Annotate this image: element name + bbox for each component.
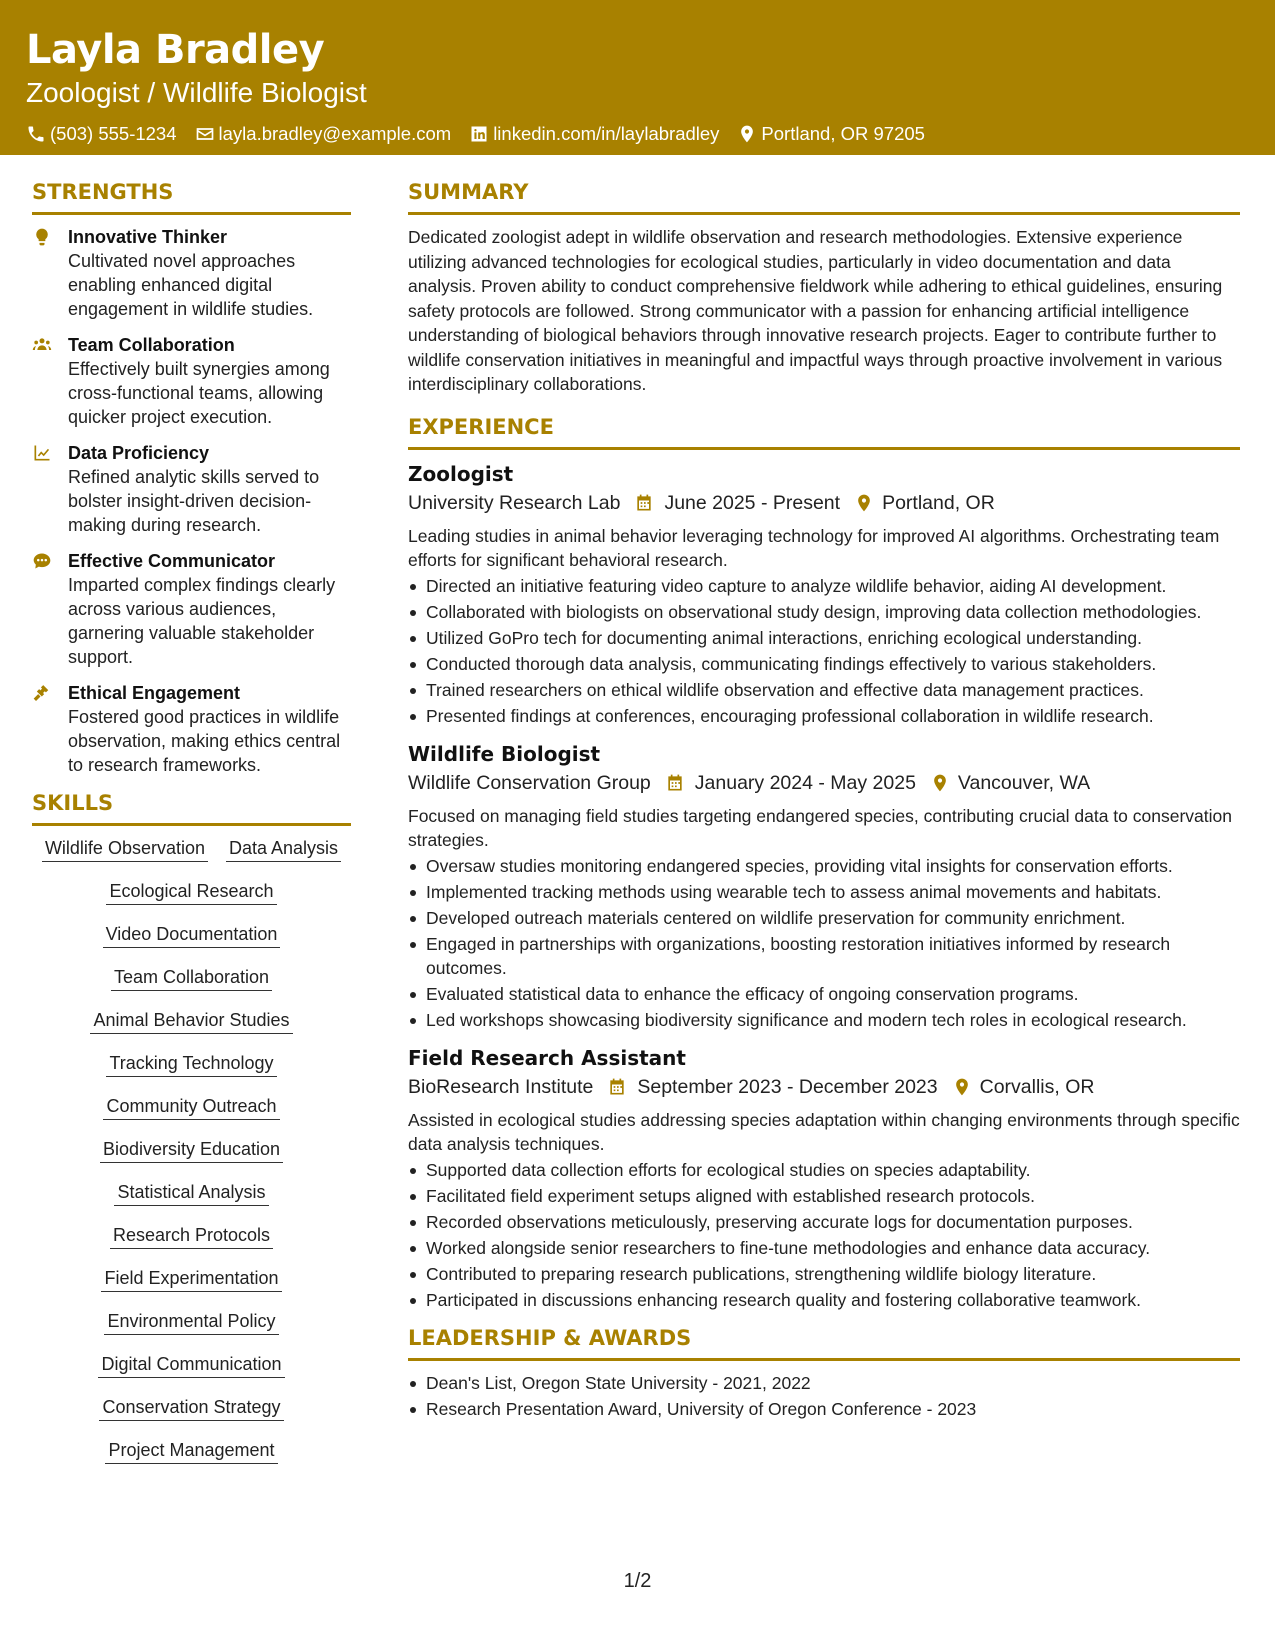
job-org: University Research Lab [408,491,621,514]
list-item: Conducted thorough data analysis, communicating findings effectively to various stakeholders. [408,652,1240,676]
strengths-list [32,225,351,777]
skill-tag: Ecological Research [106,879,276,905]
envelope-icon [195,124,215,144]
location-text: Portland, OR 97205 [761,123,925,144]
list-item: Supported data collection efforts for ecological studies on species adaptability. [408,1158,1240,1182]
strength-item [32,333,351,429]
strength-item [32,681,351,777]
chart-line-icon [32,443,52,463]
linkedin-text: linkedin.com/in/laylabradley [493,123,720,144]
list-item: Contributed to preparing research publications, strengthening wildlife biology literature. [408,1262,1240,1286]
skill-tag: Research Protocols [110,1223,273,1249]
contact-phone[interactable] [26,122,177,146]
list-item: Worked alongside senior researchers to fine-tune methodologies and enhance data accuracy. [408,1236,1240,1260]
job-org: Wildlife Conservation Group [408,771,651,794]
summary-text: Dedicated zoologist adept in wildlife observation and research methodologies. Extensive experience utilizing advanced technologies for ecological studies, particularly in video documentation and data analysis. Proven ability to conduct comprehensive fieldwork while adhering to ethical guidelines, ensuring safety protocols are followed. Strong communicator with a passion for enhancing artificial intelligence understanding of biological behaviors through innovative research projects. Eager to contribute further to wildlife conservation initiatives in meaningful and impactful ways through proactive involvement in various interdisciplinary collaborations. [408,227,1223,394]
awards-heading: LEADERSHIP & AWARDS [408,1324,1240,1361]
job-entry [408,740,1240,1032]
summary-heading: SUMMARY [408,178,1240,215]
job-bullets [408,854,1240,1032]
list-item: Implemented tracking methods using wearable tech to assess animal movements and habitats. [408,880,1240,904]
list-item: Collaborated with biologists on observational study design, improving data collection methodologies. [408,600,1240,624]
strength-item [32,549,351,669]
job-desc: Focused on managing field studies targeting endangered species, contributing crucial data to conservation strategies. [408,805,1232,850]
skills-list [32,836,351,1464]
candidate-name: Layla Bradley [26,27,325,73]
list-item: Participated in discussions enhancing research quality and fostering collaborative teamwork. [408,1288,1240,1312]
phone-text: (503) 555-1234 [50,123,177,144]
skill-tag: Tracking Technology [106,1051,276,1077]
skill-tag: Environmental Policy [104,1309,278,1335]
page-number: 1/2 [623,1570,652,1592]
left-column [32,178,351,1464]
contact-email[interactable] [195,122,452,146]
linkedin-icon [469,124,489,144]
skills-heading: SKILLS [32,789,351,826]
contact-location [737,122,925,146]
strength-title: Effective Communicator [68,551,276,571]
candidate-title: Zoologist / Wildlife Biologist [26,77,367,108]
job-location: Vancouver, WA [957,771,1091,794]
contact-bar [26,122,1249,146]
comment-dots-icon [32,551,52,571]
job-desc: Leading studies in animal behavior leveraging technology for improved AI algorithms. Orchestrating team efforts for significant behavioral research. [408,525,1220,570]
list-item: Oversaw studies monitoring endangered species, providing vital insights for conservation efforts. [408,854,1240,878]
awards-list [408,1371,1240,1421]
skill-tag: Animal Behavior Studies [90,1008,292,1034]
map-marker-icon [737,124,757,144]
list-item: Facilitated field experiment setups aligned with established research protocols. [408,1184,1240,1208]
strength-desc: Cultivated novel approaches enabling enhanced digital engagement in wildlife studies. [68,251,314,319]
phone-icon [26,124,46,144]
skill-tag: Community Outreach [103,1094,279,1120]
list-item: Directed an initiative featuring video capture to analyze wildlife behavior, aiding AI development. [408,574,1240,598]
skill-tag: Digital Communication [98,1352,284,1378]
job-bullets [408,574,1240,728]
list-item: Utilized GoPro tech for documenting animal interactions, enriching ecological understanding. [408,626,1240,650]
job-location: Corvallis, OR [979,1075,1095,1098]
job-dates: September 2023 - December 2023 [637,1075,938,1098]
calendar-icon [665,773,685,793]
job-meta [408,768,1240,798]
skill-tag: Project Management [105,1438,277,1464]
strength-title: Innovative Thinker [68,227,228,247]
lightbulb-icon [32,227,52,247]
job-bullets [408,1158,1240,1312]
job-meta [408,1072,1240,1102]
experience-heading: EXPERIENCE [408,413,1240,450]
strength-title: Team Collaboration [68,335,235,355]
list-item: Dean's List, Oregon State University - 2021, 2022 [408,1371,1240,1395]
skill-tag: Data Analysis [226,836,341,862]
map-marker-icon [952,1077,972,1097]
list-item: Trained researchers on ethical wildlife observation and effective data management practices. [408,678,1240,702]
list-item: Evaluated statistical data to enhance the efficacy of ongoing conservation programs. [408,982,1240,1006]
skill-tag: Field Experimentation [101,1266,281,1292]
job-dates: January 2024 - May 2025 [694,771,916,794]
strengths-heading: STRENGTHS [32,178,351,215]
job-entry [408,1044,1240,1312]
users-icon [32,335,52,355]
job-title: Wildlife Biologist [408,741,601,766]
skill-tag: Biodiversity Education [100,1137,283,1163]
strength-title: Ethical Engagement [68,683,241,703]
list-item: Recorded observations meticulously, preserving accurate logs for documentation purposes. [408,1210,1240,1234]
calendar-icon [607,1077,627,1097]
strength-item [32,441,351,537]
job-title: Zoologist [408,461,514,486]
strength-item [32,225,351,321]
skill-tag: Statistical Analysis [114,1180,268,1206]
skill-tag: Wildlife Observation [42,836,208,862]
job-meta [408,488,1240,518]
list-item: Research Presentation Award, University of Oregon Conference - 2023 [408,1397,1240,1421]
calendar-icon [634,493,654,513]
skill-tag: Conservation Strategy [99,1395,283,1421]
job-title: Field Research Assistant [408,1045,686,1070]
skill-tag: Video Documentation [103,922,281,948]
list-item: Engaged in partnerships with organizations, boosting restoration initiatives informed by research outcomes. [408,932,1240,980]
email-text: layla.bradley@example.com [218,123,452,144]
strength-title: Data Proficiency [68,443,210,463]
right-column [408,178,1240,1423]
resume-header [0,0,1275,155]
list-item: Led workshops showcasing biodiversity significance and modern tech roles in ecological research. [408,1008,1240,1032]
strength-desc: Imparted complex findings clearly across various audiences, garnering valuable stakeholder support. [68,575,336,667]
job-desc: Assisted in ecological studies addressing species adaptation within changing environments through specific data analysis techniques. [408,1109,1240,1154]
list-item: Presented findings at conferences, encouraging professional collaboration in wildlife research. [408,704,1240,728]
contact-linkedin[interactable] [469,122,719,146]
job-dates: June 2025 - Present [664,491,841,514]
gavel-icon [32,683,52,703]
list-item: Developed outreach materials centered on wildlife preservation for community enrichment. [408,906,1240,930]
strength-desc: Effectively built synergies among cross-functional teams, allowing quicker project execution. [68,359,330,427]
map-marker-icon [854,493,874,513]
skill-tag: Team Collaboration [111,965,272,991]
strength-desc: Fostered good practices in wildlife observation, making ethics central to research frameworks. [68,707,341,775]
job-org: BioResearch Institute [408,1075,594,1098]
map-marker-icon [930,773,950,793]
strength-desc: Refined analytic skills served to bolster insight-driven decision-making during research. [68,467,320,535]
job-entry [408,460,1240,728]
job-location: Portland, OR [882,491,995,514]
